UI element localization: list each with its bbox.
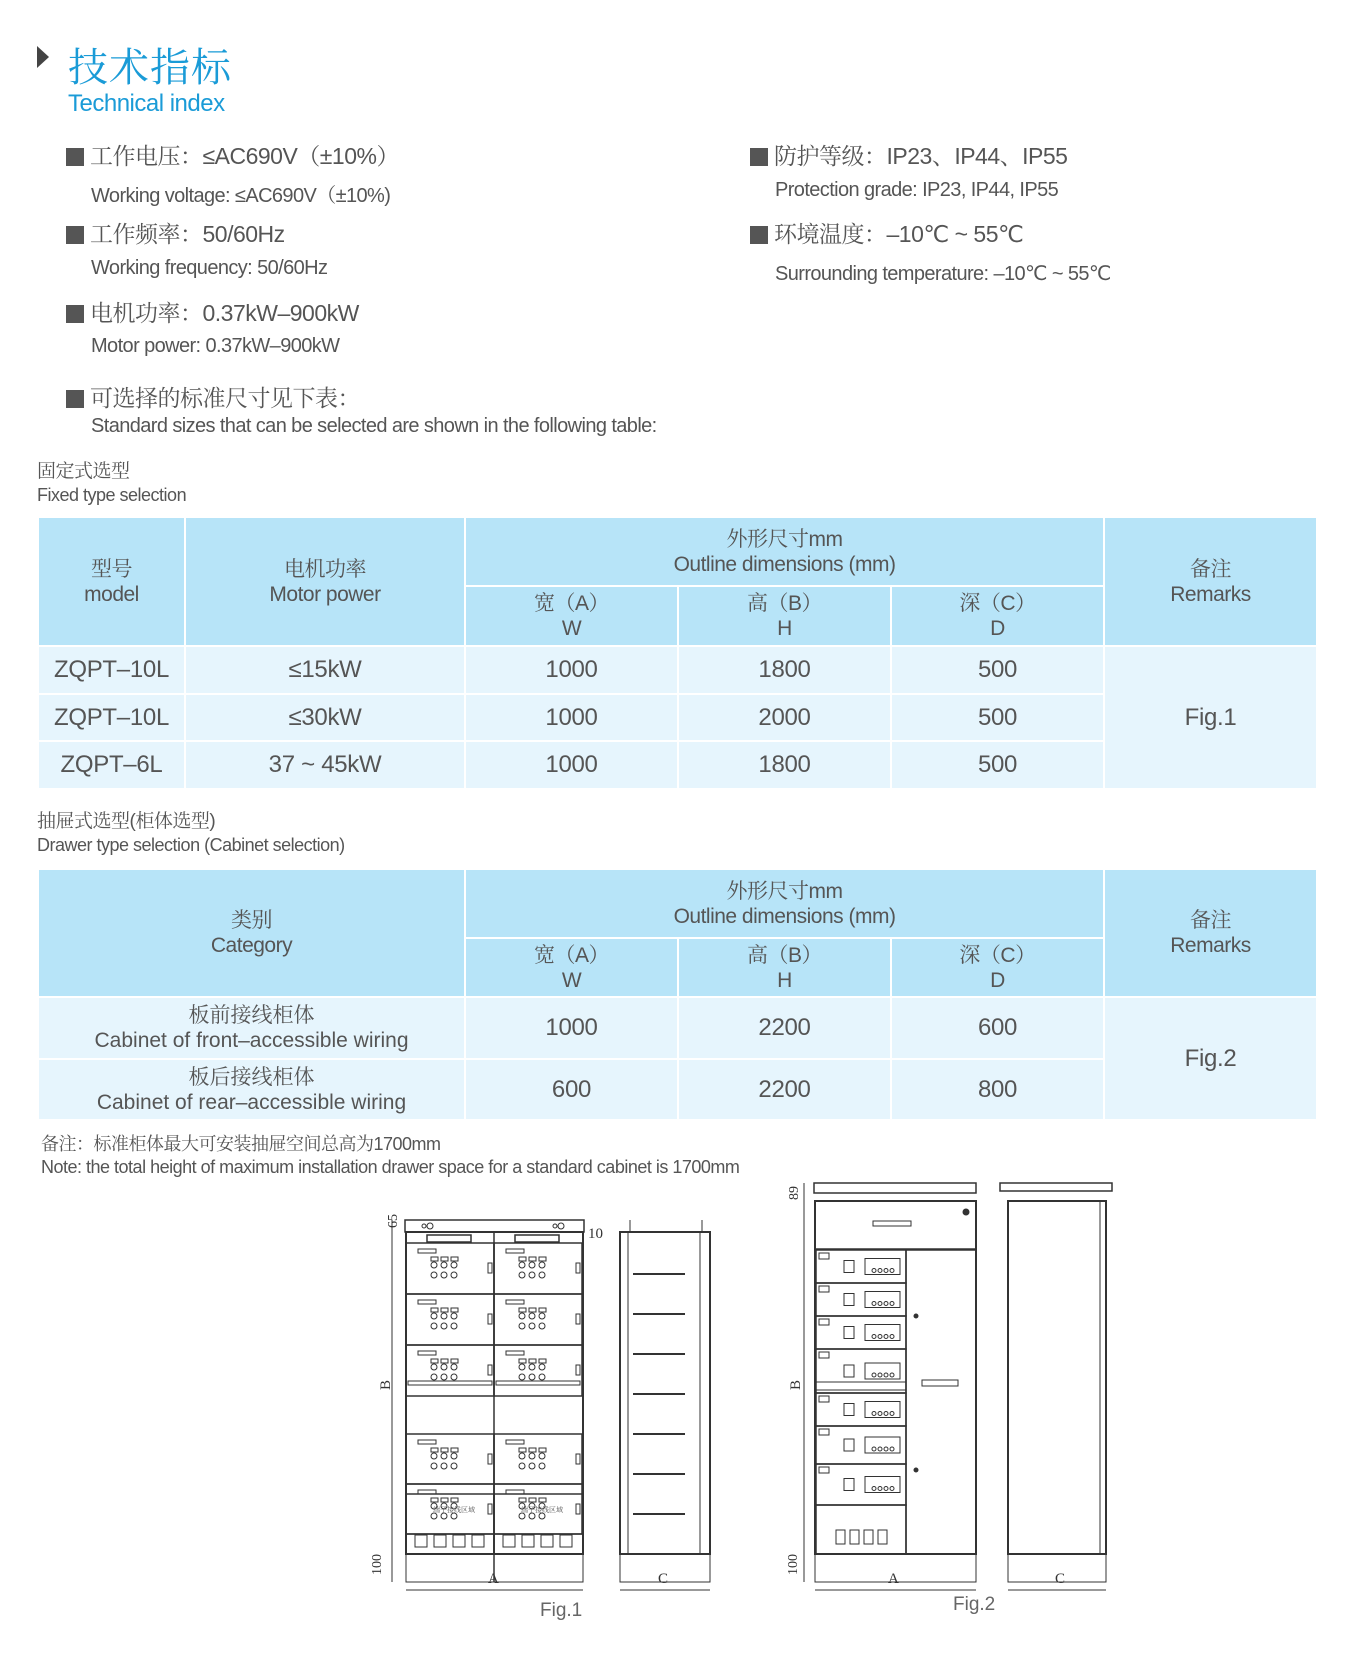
button bbox=[890, 1335, 894, 1339]
cell-category-cn: 板前接线柜体 bbox=[188, 1004, 315, 1027]
header-height-en: H bbox=[777, 968, 792, 992]
drawer-handle bbox=[576, 1314, 580, 1324]
button bbox=[890, 1302, 894, 1306]
button bbox=[878, 1373, 882, 1377]
indicator-slot bbox=[819, 1352, 829, 1358]
button bbox=[539, 1323, 545, 1329]
button bbox=[878, 1487, 882, 1491]
header-model-en: model bbox=[84, 582, 139, 606]
cell-height: 2200 bbox=[678, 1059, 891, 1120]
button bbox=[539, 1448, 546, 1452]
button bbox=[431, 1323, 437, 1329]
button bbox=[539, 1308, 546, 1312]
button bbox=[519, 1364, 525, 1370]
button bbox=[431, 1313, 437, 1319]
fig1-dim-base: 100 bbox=[370, 1554, 385, 1575]
vent bbox=[560, 1535, 572, 1547]
button bbox=[451, 1463, 457, 1469]
button bbox=[872, 1373, 876, 1377]
spec-frequency-cn: 工作频率：50/60Hz bbox=[90, 221, 285, 247]
button bbox=[878, 1447, 882, 1451]
terminal-area bbox=[406, 1534, 494, 1554]
button bbox=[519, 1262, 525, 1268]
button bbox=[890, 1373, 894, 1377]
drawer-handle bbox=[488, 1314, 492, 1324]
drawer-unit bbox=[406, 1294, 494, 1345]
button bbox=[519, 1313, 525, 1319]
button bbox=[539, 1257, 546, 1261]
button bbox=[529, 1453, 535, 1459]
drawer-unit bbox=[494, 1243, 582, 1294]
drawer-unit bbox=[406, 1434, 494, 1484]
drawer-unit bbox=[494, 1434, 582, 1484]
meter-panel bbox=[865, 1325, 900, 1341]
button bbox=[441, 1308, 448, 1312]
header-dims-en: Outline dimensions (mm) bbox=[673, 904, 896, 928]
cell-height: 2200 bbox=[678, 997, 891, 1059]
vent bbox=[434, 1535, 446, 1547]
cabinet-side-frame bbox=[1008, 1201, 1106, 1554]
button bbox=[884, 1447, 888, 1451]
fig1-dim-width: A bbox=[488, 1571, 499, 1587]
cell-width: 600 bbox=[465, 1059, 678, 1120]
header-power-en: Motor power bbox=[269, 582, 381, 606]
header-depth-cn: 深（C） bbox=[959, 592, 1036, 615]
button bbox=[441, 1359, 448, 1363]
vent bbox=[503, 1535, 515, 1547]
button bbox=[529, 1364, 535, 1370]
cell-width: 1000 bbox=[465, 741, 678, 789]
header-height-en: H bbox=[777, 617, 792, 640]
drawer-handle bbox=[576, 1365, 580, 1375]
button bbox=[878, 1335, 882, 1339]
fig1-dim-height: B bbox=[378, 1379, 394, 1390]
vent bbox=[522, 1535, 534, 1547]
button bbox=[539, 1364, 545, 1370]
drawer-caption-cn: 抽屉式选型(柜体选型) bbox=[37, 811, 216, 832]
switch bbox=[844, 1479, 854, 1491]
button bbox=[872, 1302, 876, 1306]
vent bbox=[878, 1530, 887, 1544]
button bbox=[519, 1453, 525, 1459]
drawer-unit bbox=[494, 1345, 582, 1396]
drawer-caption-en: Drawer type selection (Cabinet selection) bbox=[37, 835, 345, 855]
page-title: 技术指标 bbox=[68, 46, 232, 90]
button bbox=[872, 1335, 876, 1339]
cell-width: 1000 bbox=[465, 646, 678, 694]
header-dims-cn: 外形尺寸mm bbox=[726, 879, 843, 903]
fig1-terminal-label: 端子接线区域 bbox=[433, 1507, 475, 1514]
fig1-terminal-label: 端子接线区域 bbox=[521, 1507, 563, 1514]
indicator-slot bbox=[506, 1440, 524, 1444]
cell-category-en: Cabinet of front–accessible wiring bbox=[94, 1029, 409, 1052]
button bbox=[529, 1374, 535, 1380]
button bbox=[431, 1364, 437, 1370]
cable-compartment-door bbox=[906, 1250, 976, 1554]
button bbox=[451, 1308, 458, 1312]
cell-model: ZQPT–6L bbox=[38, 741, 185, 789]
door-handle bbox=[922, 1380, 958, 1386]
fig2-dim-width: A bbox=[888, 1571, 899, 1587]
drawing-circle bbox=[422, 1224, 426, 1228]
button bbox=[431, 1453, 437, 1459]
indicator-slot bbox=[418, 1249, 436, 1253]
button bbox=[431, 1498, 438, 1502]
button bbox=[884, 1269, 888, 1273]
button bbox=[890, 1269, 894, 1273]
indicator-slot bbox=[506, 1351, 524, 1355]
spec-protection-cn: 防护等级：IP23、IP44、IP55 bbox=[774, 143, 1068, 169]
drawing-circle bbox=[553, 1224, 557, 1228]
button bbox=[431, 1262, 437, 1268]
button bbox=[529, 1272, 535, 1278]
header-model-cn: 型号 bbox=[91, 557, 132, 581]
button bbox=[431, 1374, 437, 1380]
button bbox=[441, 1364, 447, 1370]
button bbox=[539, 1498, 546, 1502]
fixed-caption-cn: 固定式选型 bbox=[37, 461, 130, 482]
button bbox=[431, 1257, 438, 1261]
button bbox=[539, 1463, 545, 1469]
indicator-slot bbox=[819, 1253, 829, 1259]
button bbox=[519, 1272, 525, 1278]
page-subtitle: Technical index bbox=[68, 90, 225, 117]
header-width-en: W bbox=[561, 617, 582, 640]
fig1-drawing bbox=[392, 1220, 710, 1590]
button bbox=[451, 1313, 457, 1319]
button bbox=[529, 1323, 535, 1329]
drawer-handle bbox=[488, 1263, 492, 1273]
nameplate bbox=[515, 1235, 559, 1242]
fig1-dim-side: 10 bbox=[588, 1226, 603, 1242]
header-height-cn: 高（B） bbox=[746, 592, 822, 615]
button bbox=[872, 1447, 876, 1451]
button bbox=[441, 1448, 448, 1452]
button bbox=[890, 1447, 894, 1451]
button bbox=[878, 1412, 882, 1416]
button bbox=[878, 1269, 882, 1273]
cell-width: 1000 bbox=[465, 694, 678, 741]
switch bbox=[844, 1294, 854, 1306]
button bbox=[884, 1335, 888, 1339]
indicator-slot bbox=[506, 1300, 524, 1304]
switch bbox=[844, 1261, 854, 1273]
button bbox=[890, 1412, 894, 1416]
indicator-slot bbox=[418, 1440, 436, 1444]
button bbox=[431, 1448, 438, 1452]
header-width-cn: 宽（A） bbox=[533, 592, 609, 615]
nameplate bbox=[427, 1235, 471, 1242]
fig2-dim-top: 89 bbox=[787, 1186, 802, 1200]
button bbox=[529, 1448, 536, 1452]
indicator bbox=[914, 1468, 918, 1472]
note-en: Note: the total height of maximum installation drawer space for a standard cabinet is 1700mm bbox=[41, 1157, 740, 1177]
cell-remark: Fig.2 bbox=[1104, 997, 1317, 1120]
meter-panel bbox=[865, 1292, 900, 1308]
fig2-dim-depth: C bbox=[1055, 1571, 1066, 1587]
indicator-slot bbox=[418, 1300, 436, 1304]
cell-height: 1800 bbox=[678, 741, 891, 789]
button bbox=[451, 1359, 458, 1363]
header-category-en: Category bbox=[210, 934, 293, 957]
handle-bar bbox=[408, 1381, 492, 1385]
handle-bar bbox=[496, 1381, 580, 1385]
button bbox=[519, 1448, 526, 1452]
drawer-handle bbox=[488, 1365, 492, 1375]
cell-depth: 500 bbox=[891, 741, 1104, 789]
header-dims-cn: 外形尺寸mm bbox=[726, 527, 843, 551]
indicator-slot bbox=[819, 1429, 829, 1435]
cell-model: ZQPT–10L bbox=[38, 694, 185, 741]
button bbox=[431, 1359, 438, 1363]
indicator bbox=[914, 1314, 918, 1318]
button bbox=[441, 1323, 447, 1329]
button bbox=[529, 1463, 535, 1469]
button bbox=[872, 1487, 876, 1491]
button bbox=[441, 1453, 447, 1459]
switch bbox=[844, 1404, 854, 1416]
spec-temperature-cn: 环境温度：–10℃ ~ 55℃ bbox=[774, 221, 1024, 247]
drawer-handle bbox=[488, 1454, 492, 1464]
spec-voltage-en: Working voltage: ≤AC690V（±10%) bbox=[91, 185, 391, 207]
button bbox=[539, 1359, 546, 1363]
switch bbox=[844, 1439, 854, 1451]
button bbox=[529, 1262, 535, 1268]
spec-temperature-en: Surrounding temperature: –10℃ ~ 55℃ bbox=[775, 263, 1111, 285]
indicator bbox=[963, 1209, 969, 1215]
drawing-circle bbox=[558, 1223, 564, 1229]
indicator-slot bbox=[418, 1351, 436, 1355]
button bbox=[441, 1272, 447, 1278]
button bbox=[451, 1364, 457, 1370]
header-power-cn: 电机功率 bbox=[284, 557, 366, 581]
meter-panel bbox=[865, 1477, 900, 1493]
button bbox=[539, 1453, 545, 1459]
header-dims-en: Outline dimensions (mm) bbox=[673, 552, 896, 576]
header-depth-en: D bbox=[990, 617, 1005, 640]
sizes-intro-cn: 可选择的标准尺寸见下表： bbox=[90, 385, 360, 411]
button bbox=[441, 1262, 447, 1268]
fig1-dim-top: 65 bbox=[386, 1214, 401, 1228]
button bbox=[539, 1374, 545, 1380]
header-height-cn: 高（B） bbox=[746, 943, 822, 967]
indicator-slot bbox=[819, 1467, 829, 1473]
button bbox=[519, 1374, 525, 1380]
fig1-dim-depth: C bbox=[658, 1571, 669, 1587]
vent bbox=[472, 1535, 484, 1547]
fig2-drawing bbox=[804, 1183, 1112, 1590]
indicator-slot bbox=[819, 1319, 829, 1325]
drawer-handle bbox=[576, 1454, 580, 1464]
button bbox=[884, 1302, 888, 1306]
drawer-handle bbox=[488, 1504, 492, 1514]
vent bbox=[864, 1530, 873, 1544]
cell-height: 2000 bbox=[678, 694, 891, 741]
switch bbox=[844, 1327, 854, 1339]
indicator-slot bbox=[819, 1396, 829, 1402]
button bbox=[451, 1374, 457, 1380]
cell-depth: 600 bbox=[891, 997, 1104, 1059]
button bbox=[519, 1323, 525, 1329]
button bbox=[451, 1448, 458, 1452]
button bbox=[529, 1313, 535, 1319]
button bbox=[451, 1498, 458, 1502]
button bbox=[451, 1323, 457, 1329]
cell-depth: 500 bbox=[891, 646, 1104, 694]
button bbox=[451, 1453, 457, 1459]
header-depth-en: D bbox=[990, 968, 1005, 992]
button bbox=[431, 1463, 437, 1469]
top-compartment bbox=[815, 1201, 976, 1249]
cell-depth: 500 bbox=[891, 694, 1104, 741]
button bbox=[441, 1257, 448, 1261]
header-remarks-cn: 备注 bbox=[1190, 909, 1232, 932]
button bbox=[519, 1257, 526, 1261]
button bbox=[529, 1308, 536, 1312]
button bbox=[539, 1272, 545, 1278]
drawing-circle bbox=[427, 1223, 433, 1229]
header-remarks-cn: 备注 bbox=[1190, 557, 1232, 581]
terminal-area bbox=[494, 1534, 583, 1554]
drawer-handle bbox=[576, 1504, 580, 1514]
button bbox=[519, 1308, 526, 1312]
drawer-handle bbox=[576, 1263, 580, 1273]
cabinet-front-frame bbox=[815, 1201, 976, 1554]
drawer-unit bbox=[406, 1345, 494, 1396]
spec-frequency-en: Working frequency: 50/60Hz bbox=[91, 257, 328, 279]
cell-category-cn: 板后接线柜体 bbox=[188, 1065, 315, 1089]
button bbox=[441, 1374, 447, 1380]
switch bbox=[844, 1365, 854, 1377]
fixed-caption-en: Fixed type selection bbox=[37, 485, 187, 505]
button bbox=[529, 1359, 536, 1363]
meter-panel bbox=[865, 1437, 900, 1453]
button bbox=[431, 1272, 437, 1278]
meter-panel bbox=[865, 1363, 900, 1379]
terminal-area bbox=[494, 1494, 583, 1554]
cell-depth: 800 bbox=[891, 1059, 1104, 1120]
header-remarks-en: Remarks bbox=[1170, 582, 1251, 606]
button bbox=[451, 1262, 457, 1268]
header-width-en: W bbox=[561, 968, 582, 992]
button bbox=[441, 1463, 447, 1469]
spec-protection-en: Protection grade: IP23, IP44, IP55 bbox=[775, 179, 1059, 201]
cell-model: ZQPT–10L bbox=[38, 646, 185, 694]
fig2-dim-height: B bbox=[788, 1379, 804, 1390]
drawer-unit bbox=[406, 1243, 494, 1294]
button bbox=[431, 1308, 438, 1312]
button bbox=[529, 1257, 536, 1261]
fig2-dim-base: 100 bbox=[786, 1554, 801, 1575]
nameplate bbox=[873, 1221, 911, 1226]
note-cn: 备注：标准柜体最大可安装抽屉空间总高为1700mm bbox=[41, 1134, 441, 1154]
button bbox=[884, 1373, 888, 1377]
button bbox=[872, 1269, 876, 1273]
fig2-label: Fig.2 bbox=[953, 1594, 996, 1615]
vent bbox=[836, 1530, 845, 1544]
button bbox=[872, 1412, 876, 1416]
cell-category-en: Cabinet of rear–accessible wiring bbox=[96, 1090, 407, 1114]
header-width-cn: 宽（A） bbox=[533, 943, 609, 967]
terminal-area bbox=[816, 1505, 906, 1554]
spec-power-cn: 电机功率：0.37kW–900kW bbox=[90, 300, 359, 326]
button bbox=[539, 1262, 545, 1268]
button bbox=[441, 1498, 448, 1502]
spec-voltage-cn: 工作电压：≤AC690V（±10%） bbox=[90, 143, 399, 169]
cabinet-top-plate bbox=[1000, 1183, 1112, 1191]
button bbox=[451, 1257, 458, 1261]
button bbox=[529, 1498, 536, 1502]
indicator-slot bbox=[819, 1286, 829, 1292]
button bbox=[441, 1313, 447, 1319]
button bbox=[878, 1302, 882, 1306]
header-remarks-en: Remarks bbox=[1170, 934, 1251, 957]
meter-panel bbox=[865, 1259, 900, 1275]
button bbox=[884, 1412, 888, 1416]
button bbox=[451, 1272, 457, 1278]
vent bbox=[541, 1535, 553, 1547]
header-depth-cn: 深（C） bbox=[959, 943, 1036, 967]
cell-power: 37 ~ 45kW bbox=[185, 741, 465, 789]
cell-height: 1800 bbox=[678, 646, 891, 694]
sizes-intro-en: Standard sizes that can be selected are shown in the following table: bbox=[91, 415, 657, 437]
cell-remark: Fig.1 bbox=[1104, 646, 1317, 789]
button bbox=[519, 1463, 525, 1469]
vent bbox=[453, 1535, 465, 1547]
cabinet-top-plate bbox=[814, 1183, 976, 1193]
vent bbox=[850, 1530, 859, 1544]
fig1-label: Fig.1 bbox=[540, 1600, 583, 1621]
spec-power-en: Motor power: 0.37kW–900kW bbox=[91, 335, 340, 357]
terminal-area bbox=[406, 1494, 494, 1554]
cell-width: 1000 bbox=[465, 997, 678, 1059]
button bbox=[519, 1498, 526, 1502]
button bbox=[519, 1359, 526, 1363]
handle-bar bbox=[816, 1382, 906, 1390]
drawer-unit bbox=[494, 1294, 582, 1345]
button bbox=[890, 1487, 894, 1491]
button bbox=[884, 1487, 888, 1491]
cell-power: ≤15kW bbox=[185, 646, 465, 694]
button bbox=[539, 1313, 545, 1319]
vent bbox=[415, 1535, 427, 1547]
header-category-cn: 类别 bbox=[231, 909, 272, 932]
cell-power: ≤30kW bbox=[185, 694, 465, 741]
meter-panel bbox=[865, 1402, 900, 1418]
indicator-slot bbox=[506, 1249, 524, 1253]
